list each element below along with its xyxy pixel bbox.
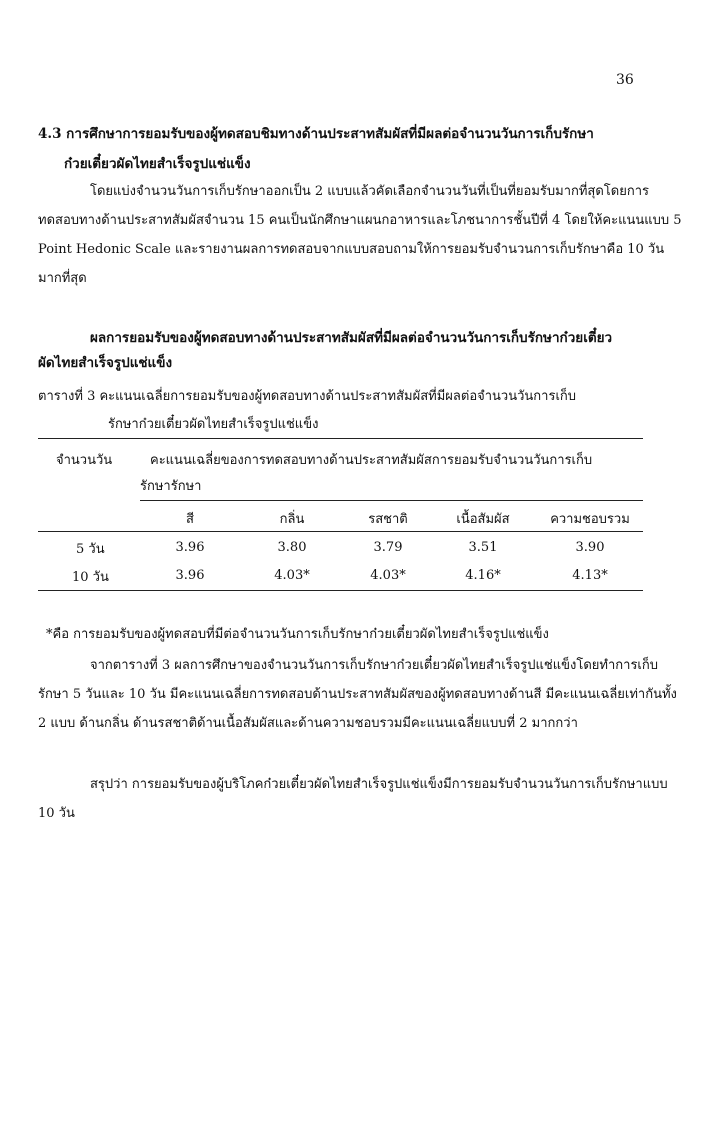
table-header-bottom-rule xyxy=(38,531,643,532)
results-heading: ผลการยอมรับของผู้ทดสอบทางด้านประสาทสัมผัสที่มีผลต่อจำนวนวันการเก็บรักษาก๋วยเตี๋ยว xyxy=(90,330,613,346)
table-cell: 4.03* xyxy=(274,568,310,583)
table-cell: 3.79 xyxy=(373,540,403,555)
table-row-label: 5 วัน xyxy=(76,542,105,557)
column-header-texture: เนื้อสัมผัส xyxy=(456,512,510,527)
section-heading: 4.3 การศึกษาการยอมรับของผู้ทดสอบชิมทางด้านประสาทสัมผัสที่มีผลต่อจำนวนวันการเก็บรักษา xyxy=(38,126,594,142)
table-caption-continued: รักษาก๋วยเตี๋ยวผัดไทยสำเร็จรูปแช่แข็ง xyxy=(108,417,319,432)
table-cell: 3.96 xyxy=(175,568,205,583)
group-header-continued: รักษารักษา xyxy=(140,479,202,494)
table-subheader-rule xyxy=(140,500,643,501)
row-header: จำนวนวัน xyxy=(56,453,113,468)
column-header-taste: รสชาติ xyxy=(368,512,408,527)
table-row-label: 10 วัน xyxy=(72,570,109,585)
table-cell: 4.13* xyxy=(572,568,608,583)
conclusion-paragraph: สรุปว่า การยอมรับของผู้บริโภคก๋วยเตี๋ยวผัดไทยสำเร็จรูปแช่แข็งมีการยอมรับจำนวนวันการเก็บรักษาแบบ 10 วัน xyxy=(38,777,668,821)
table-bottom-rule xyxy=(38,590,643,591)
column-header-color: สี xyxy=(186,512,194,527)
table-top-rule xyxy=(38,438,643,439)
column-header-odor: กลิ่น xyxy=(279,512,305,527)
discussion-paragraph: จากตารางที่ 3 ผลการศึกษาของจำนวนวันการเก็บรักษาก๋วยเตี๋ยวผัดไทยสำเร็จรูปแช่แข็งโดยทำการเก็บรักษา 5 วันและ 10 วัน มีคะแนนเฉลี่ยการทดสอบด้านประสาทสัมผัสของผู้ทดสอบทางด้านสี มีคะแนนเฉลี่ยเท่ากันทั้ง 2 แบบ ด้านกลิ่น ด้านรสชาติด้านเนื้อสัมผัสและด้านความชอบรวมมีคะแนนเฉลี่ยแบบที่ 2 มากกว่า xyxy=(38,658,677,731)
table-cell: 4.16* xyxy=(465,568,501,583)
intro-paragraph: โดยแบ่งจำนวนวันการเก็บรักษาออกเป็น 2 แบบแล้วคัดเลือกจำนวนวันที่เป็นที่ยอมรับมากที่สุดโดยการทดสอบทางด้านประสาทสัมผัสจำนวน 15 คนเป็นนักศึกษาแผนกอาหารและโภชนาการชั้นปีที่ 4 โดยให้คะแนนแบบ 5 Point Hedonic Scale และรายงานผลการทดสอบจากแบบสอบถามให้การยอมรับจำนวนการเก็บรักษาคือ 10 วันมากที่สุด xyxy=(38,184,682,286)
table-cell: 4.03* xyxy=(370,568,406,583)
table-cell: 3.80 xyxy=(277,540,307,555)
page-number: 36 xyxy=(616,72,634,88)
table-cell: 3.51 xyxy=(468,540,498,555)
table-footnote: *คือ การยอมรับของผู้ทดสอบที่มีต่อจำนวนวันการเก็บรักษาก๋วยเตี๋ยวผัดไทยสำเร็จรูปแช่แข็ง xyxy=(46,627,549,642)
results-heading-continued: ผัดไทยสำเร็จรูปแช่แข็ง xyxy=(38,355,173,371)
table-cell: 3.96 xyxy=(175,540,205,555)
group-header: คะแนนเฉลี่ยของการทดสอบทางด้านประสาทสัมผัสการยอมรับจำนวนวันการเก็บ xyxy=(150,453,593,468)
column-header-overall: ความชอบรวม xyxy=(550,512,630,527)
section-heading-continued: ก๋วยเตี๋ยวผัดไทยสำเร็จรูปแช่แข็ง xyxy=(64,156,251,172)
table-caption: ตารางที่ 3 คะแนนเฉลี่ยการยอมรับของผู้ทดสอบทางด้านประสาทสัมผัสที่มีผลต่อจำนวนวันการเก็บ xyxy=(38,389,577,404)
table-cell: 3.90 xyxy=(575,540,605,555)
